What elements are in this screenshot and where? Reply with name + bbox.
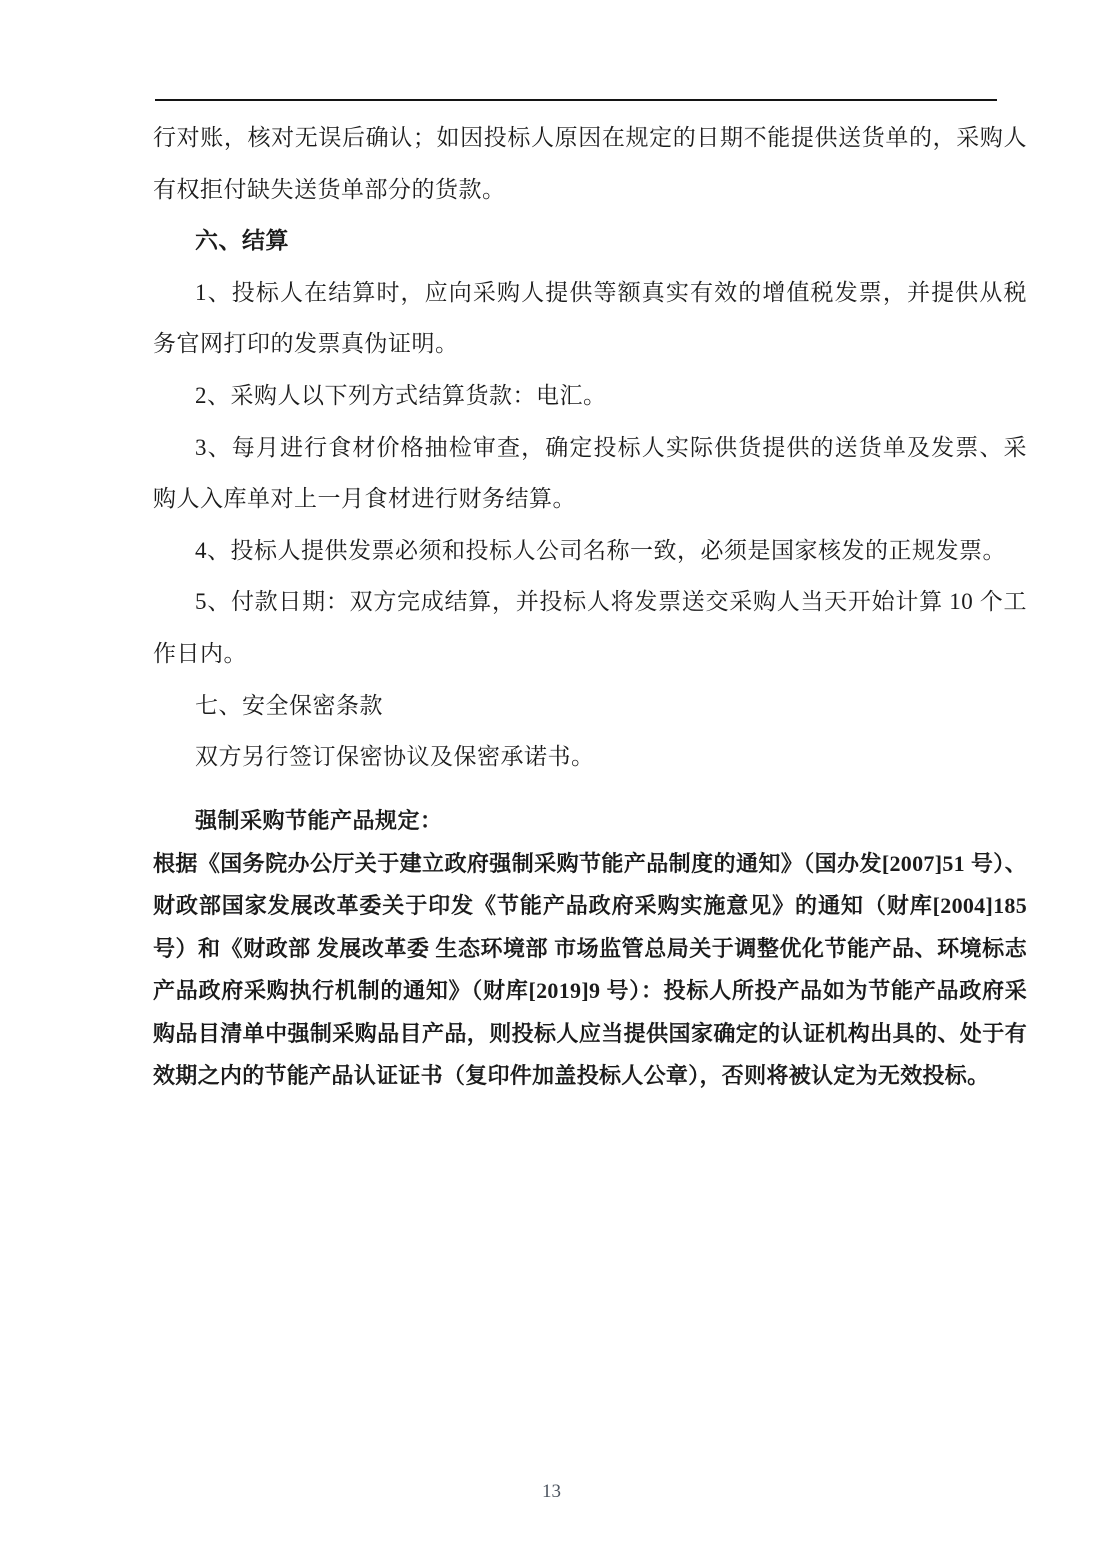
page-number: 13	[542, 1481, 561, 1502]
settlement-item-1: 1、投标人在结算时，应向采购人提供等额真实有效的增值税发票，并提供从税务官网打印的发票真伪证明。	[153, 279, 1027, 357]
paragraph-delivery-note-continuation: 行对账，核对无误后确认；如因投标人原因在规定的日期不能提供送货单的，采购人有权拒付缺失送货单部分的货款。	[153, 125, 1027, 202]
header-divider	[155, 99, 997, 101]
section-heading-confidentiality: 七、安全保密条款	[195, 692, 383, 718]
settlement-item-5: 5、付款日期：双方完成结算，并投标人将发票送交采购人当天开始计算 10 个工作日内。	[153, 589, 1027, 666]
energy-products-rule-body: 根据《国务院办公厅关于建立政府强制采购节能产品制度的通知》（国办发[2007]51 号）、财政部国家发展改革委关于印发《节能产品政府采购实施意见》的通知（财库[2004]185 号）和《财政部 发展改革委 生态环境部 市场监管总局关于调整优化节能产品、环境标志产品政府采购执行机制的通知》（财库[2019]9 号）：投标人所投产品如为节能产品政府采购品目清单中强制采购品目产品，则投标人应当提供国家确定的认证机构出具的、处于有效期之内的节能产品认证证书（复印件加盖投标人公章），否则将被认定为无效投标。	[153, 850, 1027, 1089]
settlement-item-4: 4、投标人提供发票必须和投标人公司名称一致，必须是国家核发的正规发票。	[195, 537, 1006, 563]
section-heading-settlement: 六、结算	[195, 228, 289, 254]
confidentiality-body: 双方另行签订保密协议及保密承诺书。	[195, 744, 595, 770]
page-content	[153, 112, 1027, 1098]
energy-products-rule-heading: 强制采购节能产品规定：	[195, 807, 443, 833]
settlement-item-3: 3、每月进行食材价格抽检审查，确定投标人实际供货提供的送货单及发票、采购人入库单对上一月食材进行财务结算。	[153, 434, 1027, 512]
settlement-item-2: 2、采购人以下列方式结算货款：电汇。	[195, 382, 607, 408]
